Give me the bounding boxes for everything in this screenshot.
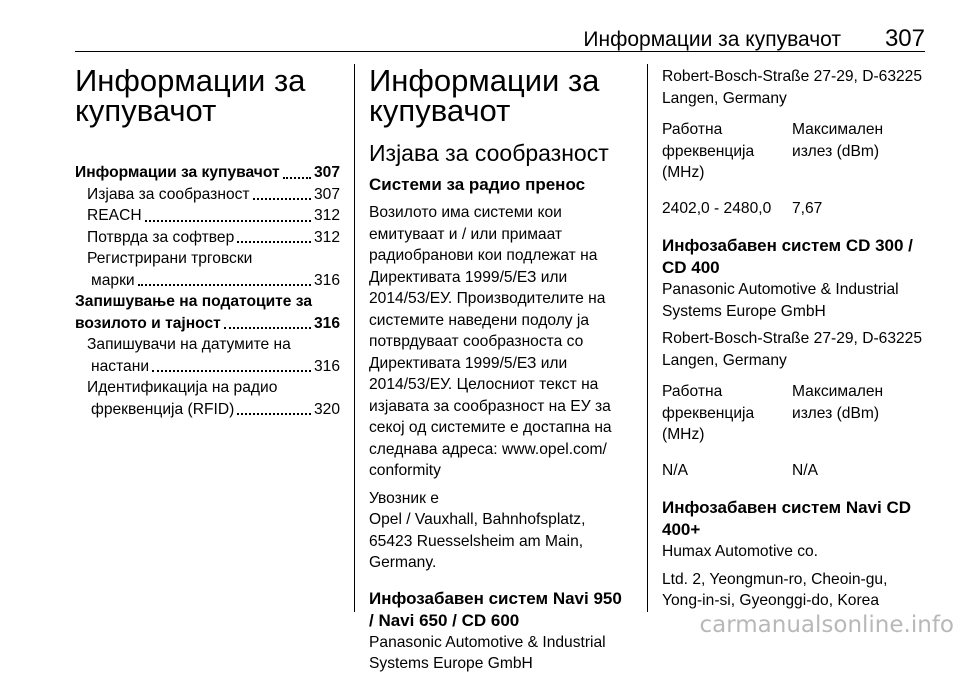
manufacturer: Humax Automotive co. bbox=[662, 543, 819, 560]
column-divider bbox=[647, 64, 648, 612]
heading-navi-cd400: Инфозабавен систем Navi CD 400+ bbox=[662, 498, 912, 539]
toc-entry-text: Запишувачи на датумите на bbox=[87, 336, 291, 353]
toc-entry-page: 307 bbox=[313, 164, 340, 181]
section-title: Информации за купувачот bbox=[369, 63, 600, 128]
toc-entry-text: Потврда за софтвер bbox=[87, 228, 235, 246]
toc-entry-text: Информации за купувачот bbox=[75, 164, 280, 181]
toc-leader-dots bbox=[145, 220, 311, 222]
toc-entry bbox=[75, 205, 340, 227]
toc-entry-page: 316 bbox=[313, 314, 340, 332]
toc-leader-dots bbox=[224, 327, 311, 329]
toc-entry-text: марки bbox=[91, 271, 135, 289]
toc-leader-dots bbox=[237, 241, 311, 243]
th-frequency: Работна фреквенција (MHz) bbox=[662, 121, 755, 181]
toc-entry-text: фреквенција (RFID) bbox=[91, 400, 235, 418]
toc-leader-dots bbox=[237, 413, 311, 415]
toc-entry bbox=[75, 377, 340, 399]
manufacturer: Panasonic Automotive & Industrial Systems Europe GmbH bbox=[662, 281, 899, 320]
toc-entry bbox=[75, 184, 340, 206]
watermark: carmanualsonline.info bbox=[699, 612, 954, 638]
toc-entry-page: 316 bbox=[313, 357, 340, 375]
manufacturer-address: Robert-Bosch-Straße 27-29, D-63225 Langen, Germany bbox=[662, 68, 923, 107]
toc-entry bbox=[75, 334, 340, 356]
column-toc bbox=[75, 56, 340, 420]
table-header bbox=[662, 381, 925, 446]
cell-power: N/A bbox=[792, 461, 818, 479]
toc-entry bbox=[75, 313, 340, 335]
importer-address: Opel / Vauxhall, Bahnhofsplatz, 65423 Ruesselsheim am Main, Germany. bbox=[369, 511, 586, 571]
toc-entry-text: Запишување на податоците за bbox=[75, 293, 313, 310]
heading-radio-systems: Системи за радио пренос bbox=[369, 175, 586, 194]
toc-entry-text: Изјава за сообразност bbox=[87, 185, 250, 203]
toc-entry bbox=[75, 248, 340, 270]
heading-navi950: Инфозабавен систем Navi 950 / Navi 650 / CD 600 bbox=[369, 588, 622, 630]
toc-leader-dots bbox=[152, 370, 311, 372]
manufacturer-address: Ltd. 2, Yeongmun-ro, Cheoin-gu, Yong-in-si, Gyeonggi-do, Korea bbox=[662, 570, 888, 609]
toc-entry bbox=[75, 356, 340, 378]
toc-entry-page: 312 bbox=[313, 207, 340, 224]
page-number: 307 bbox=[884, 25, 925, 52]
toc-entry-page: 320 bbox=[313, 400, 340, 418]
toc-entry-page: 316 bbox=[313, 271, 340, 289]
cell-power: 7,67 bbox=[792, 199, 823, 217]
manufacturer: Panasonic Automotive & Industrial Systems Europe GmbH bbox=[369, 633, 606, 672]
paragraph-directive: Возилото има системи кои емитуваат и / или примаат радиобранови кои подлежат на Директивата 1999/5/ЕЗ или 2014/53/ЕУ. Производителите на системите наведени подолу ја потврдуваат сообразноста со Директивата 1999/5/ЕЗ или 2014/53/ЕУ. Целосниот текст на изјавата за сообразност на ЕУ за секој од системите е достапна на следнава адреса: www.opel.com/ conformity bbox=[369, 204, 612, 479]
toc-entry bbox=[75, 291, 340, 313]
toc-entry-page: 312 bbox=[313, 228, 340, 246]
th-frequency: Работна фреквенција (MHz) bbox=[662, 383, 755, 443]
cell-frequency: N/A bbox=[662, 461, 688, 479]
column-right bbox=[662, 56, 925, 612]
toc-entry-text: настани bbox=[91, 357, 150, 375]
column-main bbox=[369, 56, 625, 675]
toc-entry bbox=[75, 227, 340, 249]
table-row bbox=[662, 198, 925, 220]
th-power: Максимален излез (dBm) bbox=[792, 383, 884, 422]
importer-label: Увозник е bbox=[369, 489, 439, 507]
toc-entry bbox=[75, 270, 340, 292]
subsection-title: Изјава за сообразност bbox=[369, 140, 609, 166]
cell-frequency: 2402,0 - 2480,0 bbox=[662, 199, 772, 217]
table-header bbox=[662, 119, 925, 184]
toc-entry bbox=[75, 162, 340, 184]
table-row bbox=[662, 460, 925, 482]
th-power: Максимален излез (dBm) bbox=[792, 121, 884, 160]
toc-entry-page: 307 bbox=[313, 185, 340, 203]
toc-leader-dots bbox=[138, 284, 311, 286]
toc-entry-text: Регистрирани трговски bbox=[87, 250, 253, 267]
page-header bbox=[75, 6, 925, 52]
toc-entry-text: возилото и тајност bbox=[75, 314, 221, 332]
column-divider bbox=[354, 64, 355, 612]
toc-entry-text: Идентификација на радио bbox=[87, 379, 278, 396]
heading-cd300: Инфозабавен систем CD 300 / CD 400 bbox=[662, 236, 913, 277]
toc-leader-dots bbox=[283, 177, 311, 179]
toc-leader-dots bbox=[253, 198, 311, 200]
toc-entry-text: REACH bbox=[87, 207, 142, 224]
table-of-contents bbox=[75, 162, 340, 420]
manufacturer-address: Robert-Bosch-Straße 27-29, D-63225 Langen, Germany bbox=[662, 330, 923, 369]
toc-entry bbox=[75, 399, 340, 421]
chapter-title: Информации за купувачот bbox=[75, 63, 306, 128]
header-title: Информации за купувачот bbox=[583, 28, 841, 51]
